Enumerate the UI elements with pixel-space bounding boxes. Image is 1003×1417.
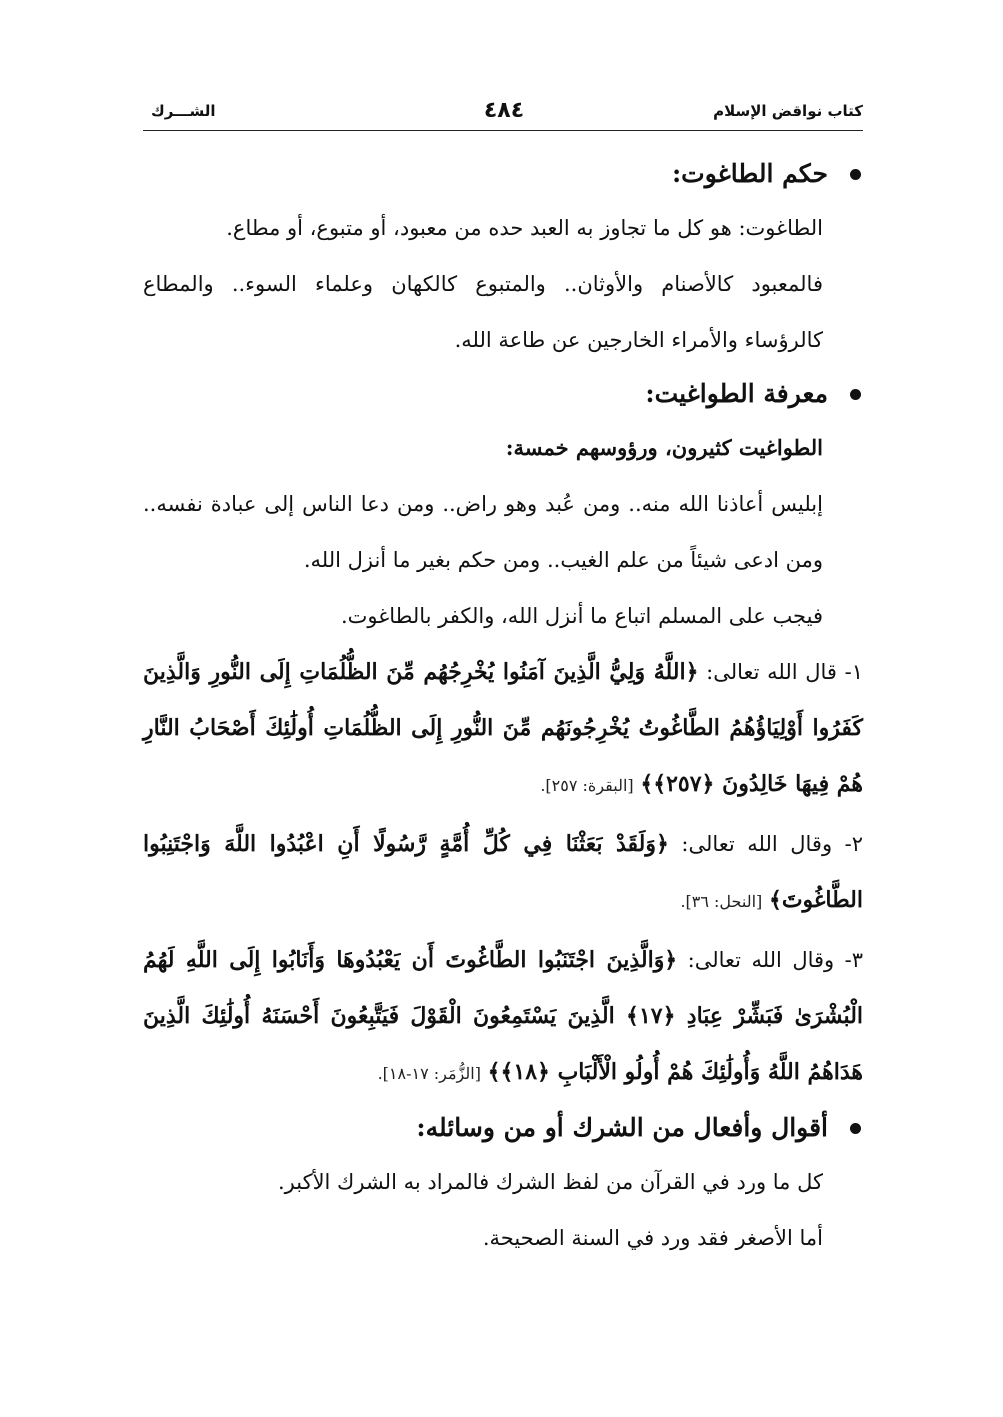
bullet-icon — [850, 169, 861, 180]
paragraph-taghut-types: فالمعبود كالأصنام والأوثان.. والمتبوع كالكهان وعلماء السوء.. والمطاع كالرؤساء والأمراء الخارجين عن طاعة الله. — [143, 272, 823, 352]
verse-reference: [النحل: ٣٦]. — [680, 892, 763, 911]
verse-intro: ٢- وقال الله تعالى: — [681, 832, 863, 856]
bullet-icon — [850, 1123, 861, 1134]
paragraph-taghut-heads: الطواغيت كثيرون، ورؤوسهم خمسة: — [505, 435, 823, 460]
running-header — [145, 98, 863, 128]
section-heading-taghut-ruling — [143, 148, 863, 200]
quran-text: ﴿وَلَقَدْ بَعَثْنَا فِي كُلِّ أُمَّةٍ رَّسُولًا أَنِ اعْبُدُوا اللَّهَ وَاجْتَنِبُوا الطَّاغُوتَ﴾ — [143, 831, 863, 913]
section-heading-taghut-knowledge — [143, 368, 863, 420]
verse-reference: [البقرة: ٢٥٧]. — [540, 776, 634, 795]
page-body — [143, 148, 863, 1266]
book-title: كتاب نواقض الإسلام — [713, 102, 863, 120]
verse-intro: ١- قال الله تعالى: — [706, 660, 863, 684]
paragraph-minor-shirk: أما الأصغر فقد ورد في السنة الصحيحة. — [482, 1226, 823, 1250]
verse-item-3 — [143, 932, 863, 1102]
heading-text: حكم الطاغوت: — [671, 159, 828, 188]
heading-text: معرفة الطواغيت: — [645, 379, 828, 408]
quran-text: ﴿وَالَّذِينَ اجْتَنَبُوا الطَّاغُوتَ أَن يَعْبُدُوهَا وَأَنَابُوا إِلَى اللَّهِ لَهُمُ الْبُشْرَىٰ فَبَشِّرْ عِبَادِ ﴿١٧﴾ الَّذِينَ يَسْتَمِعُونَ الْقَوْلَ فَيَتَّبِعُونَ أَحْسَنَهُ أُولَٰئِكَ الَّذِينَ هَدَاهُمُ اللَّهُ وَأُولَٰئِكَ هُمْ أُولُو الْأَلْبَابِ ﴿١٨﴾﴾ — [143, 947, 864, 1085]
paragraph-taghut-list: إبليس أعاذنا الله منه.. ومن عُبد وهو راض.. ومن دعا الناس إلى عبادة نفسه.. ومن ادعى شيئاً من علم الغيب.. ومن حكم بغير ما أنزل الله. — [143, 492, 823, 572]
verse-reference: [الزُّمَر: ١٧-١٨]. — [377, 1064, 481, 1083]
verse-item-1 — [143, 644, 863, 814]
quran-text: ﴿اللَّهُ وَلِيُّ الَّذِينَ آمَنُوا يُخْرِجُهُم مِّنَ الظُّلُمَاتِ إِلَى النُّورِ وَالَّذِينَ كَفَرُوا أَوْلِيَاؤُهُمُ الطَّاغُوتُ يُخْرِجُونَهُم مِّنَ النُّورِ إِلَى الظُّلُمَاتِ أُولَٰئِكَ أَصْحَابُ النَّارِ هُمْ فِيهَا خَالِدُونَ ﴿٢٥٧﴾﴾ — [143, 659, 863, 797]
paragraph-taghut-definition: الطاغوت: هو كل ما تجاوز به العبد حده من معبود، أو متبوع، أو مطاع. — [226, 216, 823, 240]
verse-intro: ٣- وقال الله تعالى: — [687, 948, 863, 972]
section-heading-shirk-words — [143, 1102, 863, 1154]
paragraph-obligation: فيجب على المسلم اتباع ما أنزل الله، والكفر بالطاغوت. — [340, 604, 823, 628]
page-number: ٤٨٤ — [483, 98, 525, 123]
header-divider — [143, 130, 863, 131]
bullet-icon — [850, 389, 861, 400]
paragraph-major-shirk: كل ما ورد في القرآن من لفظ الشرك فالمراد به الشرك الأكبر. — [277, 1170, 823, 1194]
chapter-title: الشـــرك — [151, 102, 216, 120]
verse-item-2 — [143, 816, 863, 930]
heading-text: أقوال وأفعال من الشرك أو من وسائله: — [416, 1113, 828, 1142]
